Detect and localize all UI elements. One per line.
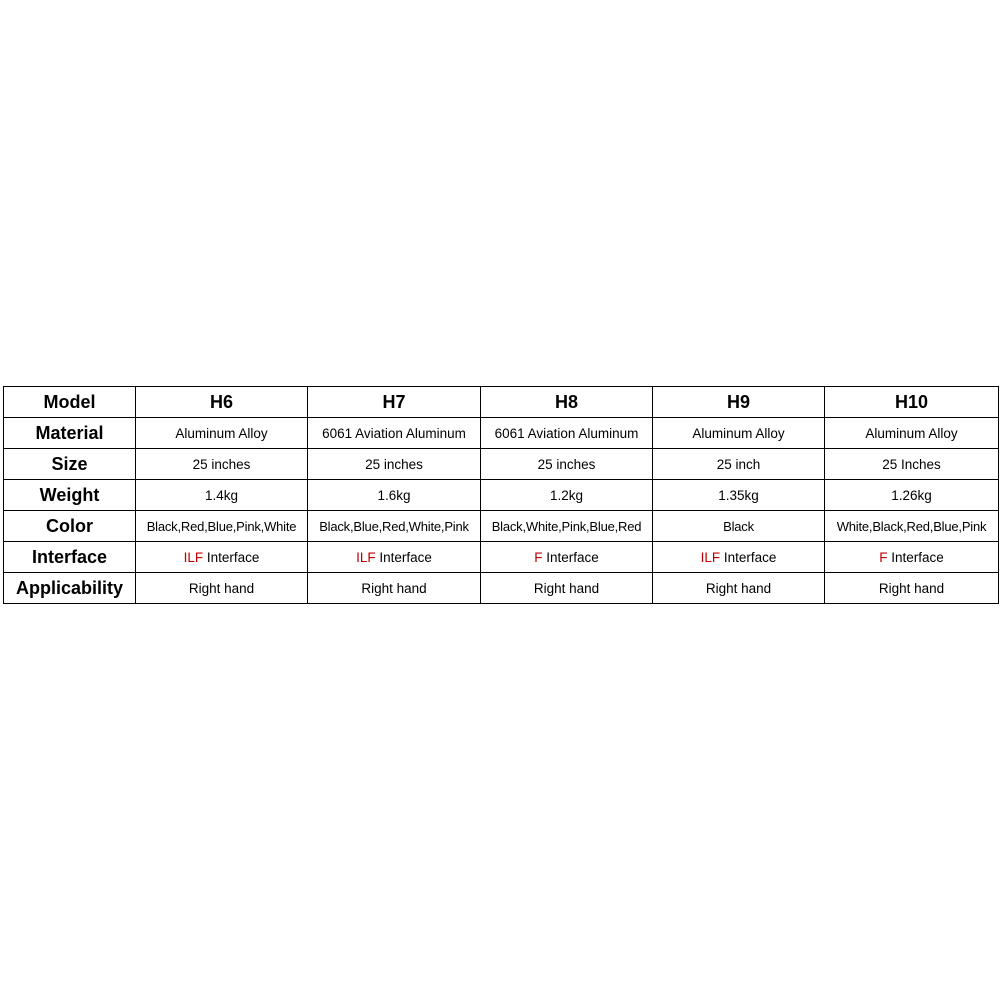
size-h8: 25 inches <box>481 449 653 480</box>
weight-h8: 1.2kg <box>481 480 653 511</box>
color-h10: White,Black,Red,Blue,Pink <box>825 511 999 542</box>
weight-row <box>4 480 999 511</box>
interface-type-h9: ILF <box>700 549 721 565</box>
size-label: Size <box>4 449 136 480</box>
weight-h7: 1.6kg <box>308 480 481 511</box>
weight-label: Weight <box>4 480 136 511</box>
model-h8-header: H8 <box>481 387 653 418</box>
model-h6-header: H6 <box>136 387 308 418</box>
size-h10: 25 Inches <box>825 449 999 480</box>
interface-h6 <box>136 542 308 573</box>
interface-type-h7: ILF <box>356 549 376 565</box>
material-h10: Aluminum Alloy <box>825 418 999 449</box>
applicability-h6: Right hand <box>136 573 308 604</box>
interface-suffix-h9: Interface <box>723 549 777 565</box>
applicability-h10: Right hand <box>825 573 999 604</box>
material-h7: 6061 Aviation Aluminum <box>308 418 481 449</box>
material-h6: Aluminum Alloy <box>136 418 308 449</box>
material-label: Material <box>4 418 136 449</box>
model-h9-header: H9 <box>653 387 825 418</box>
interface-type-h6: ILF <box>183 549 204 565</box>
model-h10-header: H10 <box>825 387 999 418</box>
interface-type-h8: F <box>534 549 543 565</box>
color-h9: Black <box>653 511 825 542</box>
applicability-row <box>4 573 999 604</box>
applicability-label: Applicability <box>4 573 136 604</box>
material-h9: Aluminum Alloy <box>653 418 825 449</box>
interface-h10 <box>825 542 999 573</box>
model-h7-header: H7 <box>308 387 481 418</box>
applicability-h8: Right hand <box>481 573 653 604</box>
material-h8: 6061 Aviation Aluminum <box>481 418 653 449</box>
color-row <box>4 511 999 542</box>
interface-type-h10: F <box>879 549 888 565</box>
interface-suffix-h7: Interface <box>379 549 432 565</box>
weight-h9: 1.35kg <box>653 480 825 511</box>
model-header-label: Model <box>4 387 136 418</box>
applicability-h9: Right hand <box>653 573 825 604</box>
size-h7: 25 inches <box>308 449 481 480</box>
color-h7: Black,Blue,Red,White,Pink <box>308 511 481 542</box>
interface-h7 <box>308 542 481 573</box>
interface-suffix-h8: Interface <box>546 549 599 565</box>
weight-h10: 1.26kg <box>825 480 999 511</box>
interface-suffix-h6: Interface <box>206 549 260 565</box>
interface-h8 <box>481 542 653 573</box>
material-row <box>4 418 999 449</box>
interface-suffix-h10: Interface <box>891 549 944 565</box>
size-h9: 25 inch <box>653 449 825 480</box>
size-row <box>4 449 999 480</box>
header-row <box>4 387 999 418</box>
applicability-h7: Right hand <box>308 573 481 604</box>
interface-row <box>4 542 999 573</box>
size-h6: 25 inches <box>136 449 308 480</box>
color-h6: Black,Red,Blue,Pink,White <box>136 511 308 542</box>
weight-h6: 1.4kg <box>136 480 308 511</box>
interface-label: Interface <box>4 542 136 573</box>
interface-h9 <box>653 542 825 573</box>
color-h8: Black,White,Pink,Blue,Red <box>481 511 653 542</box>
spec-table <box>3 386 999 604</box>
color-label: Color <box>4 511 136 542</box>
